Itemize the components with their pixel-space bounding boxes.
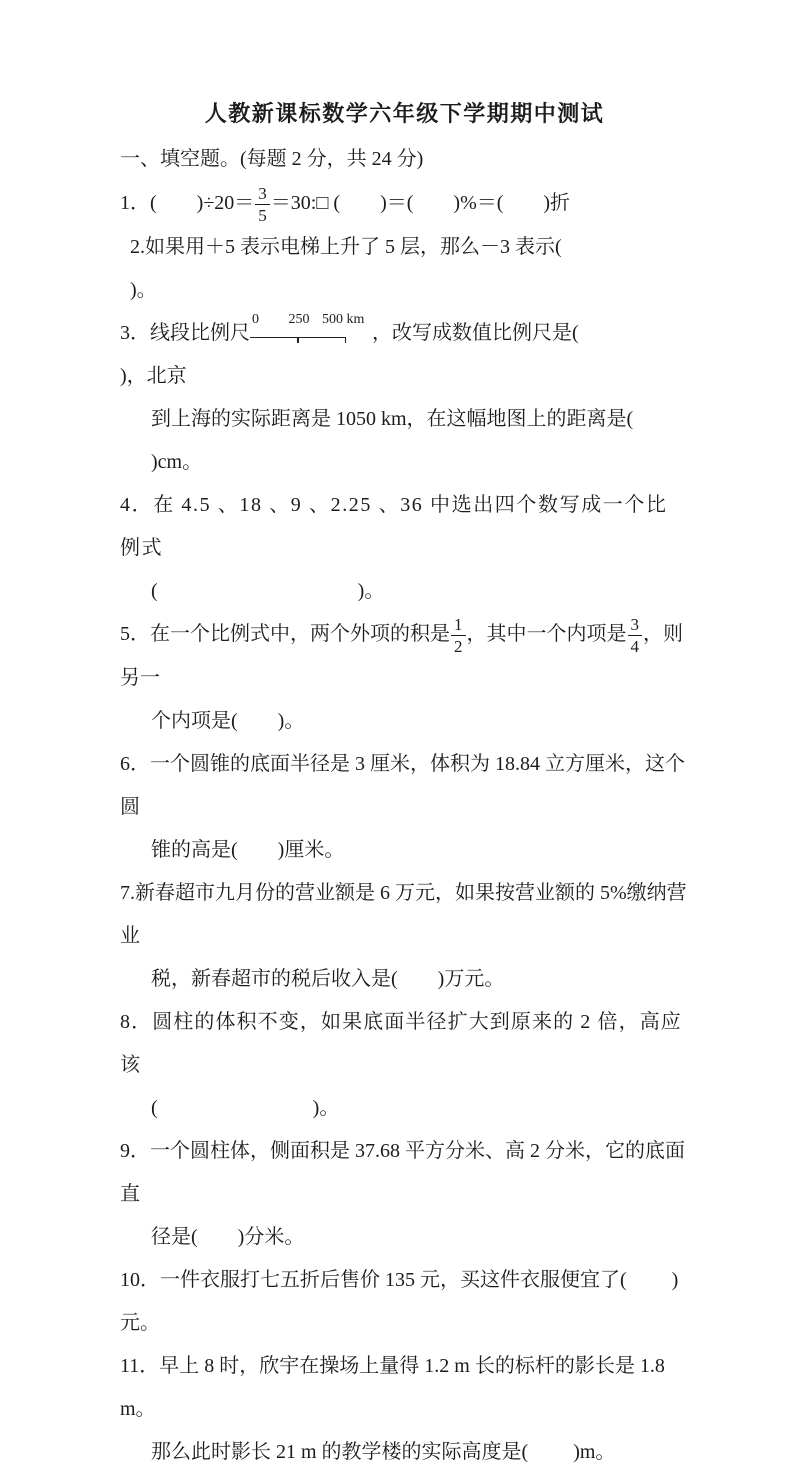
question-9-line-1 [120,1130,689,1216]
question-11-text-line2: 那么此时影长 21 m 的教学楼的实际高度是( )m。 [151,1440,616,1463]
question-6-line-2 [120,829,689,872]
question-1-text-post: ＝30:□ ( )＝( )%＝( )折 [270,192,571,214]
question-9 [120,1130,689,1259]
question-6-number: 6． [120,752,150,775]
question-5-text-post: ，则另一 [120,622,683,689]
fraction-denominator: 2 [454,636,463,656]
fraction-numerator: 3 [255,183,270,205]
question-3-text-post: ，改写成数值比例尺是( )，北京 [120,321,674,387]
question-11 [120,1345,689,1474]
question-8-number: 8． [120,1010,153,1033]
question-5-text-line2: 个内项是( )。 [151,709,305,732]
question-5-text-mid: ，其中一个内项是 [466,622,627,645]
question-9-text-line2: 径是( )分米。 [151,1225,305,1248]
question-1 [120,182,689,226]
question-2-line-1 [120,226,732,312]
question-2-text: 如果用＋5 表示电梯上升了 5 层，那么－3 表示( )。 [130,235,732,301]
question-4-number: 4． [120,493,154,516]
fraction-three-quarters [628,614,643,657]
question-11-line-1 [120,1345,689,1431]
question-3-line-2 [120,398,689,484]
question-7-number: 7. [120,881,135,904]
question-8-line-2 [120,1087,689,1130]
question-3-line-1 [120,312,689,398]
question-7-text-line2: 税，新春超市的税后收入是( )万元。 [151,967,505,990]
question-8-text-line2: ( )。 [151,1096,340,1119]
scale-bar [250,312,372,343]
question-2 [120,226,732,312]
question-8 [120,1001,689,1130]
question-11-number: 11． [120,1354,160,1377]
question-7-line-1 [120,872,689,958]
question-5-line-2 [120,700,689,743]
question-4 [120,484,689,613]
scale-bar-tick-right [345,337,347,343]
scale-bar-label-0: 0 [252,311,259,327]
question-11-text-line1: 早上 8 时，欣宇在操场上量得 1.2 m 长的标杆的影长是 1.8 m。 [120,1354,670,1420]
question-4-line-2 [120,570,689,613]
question-8-text-line1: 圆柱的体积不变，如果底面半径扩大到原来的 2 倍，高应该 [120,1010,682,1076]
fraction-denominator: 4 [630,636,639,656]
fraction-one-half [451,614,466,657]
question-1-number: 1． [120,192,150,214]
question-3 [120,312,689,484]
question-6-text-line1: 一个圆锥的底面半径是 3 厘米，体积为 18.84 立方厘米，这个圆 [120,752,685,818]
question-1-text-pre: ( )÷20＝ [150,192,255,214]
scale-bar-label-500km: 500 km [322,311,365,327]
question-6-line-1 [120,743,689,829]
question-3-number: 3． [120,321,150,344]
question-5-line-1 [120,613,689,700]
section-heading: 一、填空题。(每题 2 分，共 24 分) [120,148,424,170]
question-9-number: 9． [120,1139,150,1162]
question-5-text-pre: 在一个比例式中，两个外项的积是 [150,622,450,645]
question-4-text-line2: ( )。 [151,579,385,602]
question-10 [120,1259,689,1345]
fraction-denominator: 5 [258,205,267,225]
question-3-text-pre: 线段比例尺 [150,321,250,344]
fraction-three-fifths [255,183,270,226]
question-6-text-line2: 锥的高是( )厘米。 [151,838,345,861]
question-11-line-2 [120,1431,689,1474]
question-7-text-line1: 新春超市九月份的营业额是 6 万元，如果按营业额的 5%缴纳营业 [120,881,687,947]
question-5-number: 5． [120,622,150,645]
question-9-line-2 [120,1216,689,1259]
question-1-line-1 [120,182,689,226]
scale-bar-label-250: 250 [288,311,310,327]
scale-bar-tick-mid [297,337,299,343]
question-9-text-line1: 一个圆柱体，侧面积是 37.68 平方分米、高 2 分米，它的底面直 [120,1139,685,1205]
fraction-numerator: 3 [628,614,643,636]
question-5 [120,613,689,743]
question-4-text-line1: 在 4.5 、18 、9 、2.25 、36 中选出四个数写成一个比例式 [120,493,668,559]
question-3-text-line2: 到上海的实际距离是 1050 km，在这幅地图上的距离是( )cm。 [151,407,674,473]
question-8-line-1 [120,1001,689,1087]
question-10-text: 一件衣服打七五折后售价 135 元，买这件衣服便宜了( )元。 [120,1268,679,1334]
fraction-numerator: 1 [451,614,466,636]
question-6 [120,743,689,872]
question-7 [120,872,689,1001]
question-7-line-2 [120,958,689,1001]
page-title: 人教新课标数学六年级下学期期中测试 [204,101,605,126]
question-10-line-1 [120,1259,689,1345]
question-4-line-1 [120,484,689,570]
question-2-number: 2. [130,235,145,258]
question-10-number: 10． [120,1268,160,1291]
